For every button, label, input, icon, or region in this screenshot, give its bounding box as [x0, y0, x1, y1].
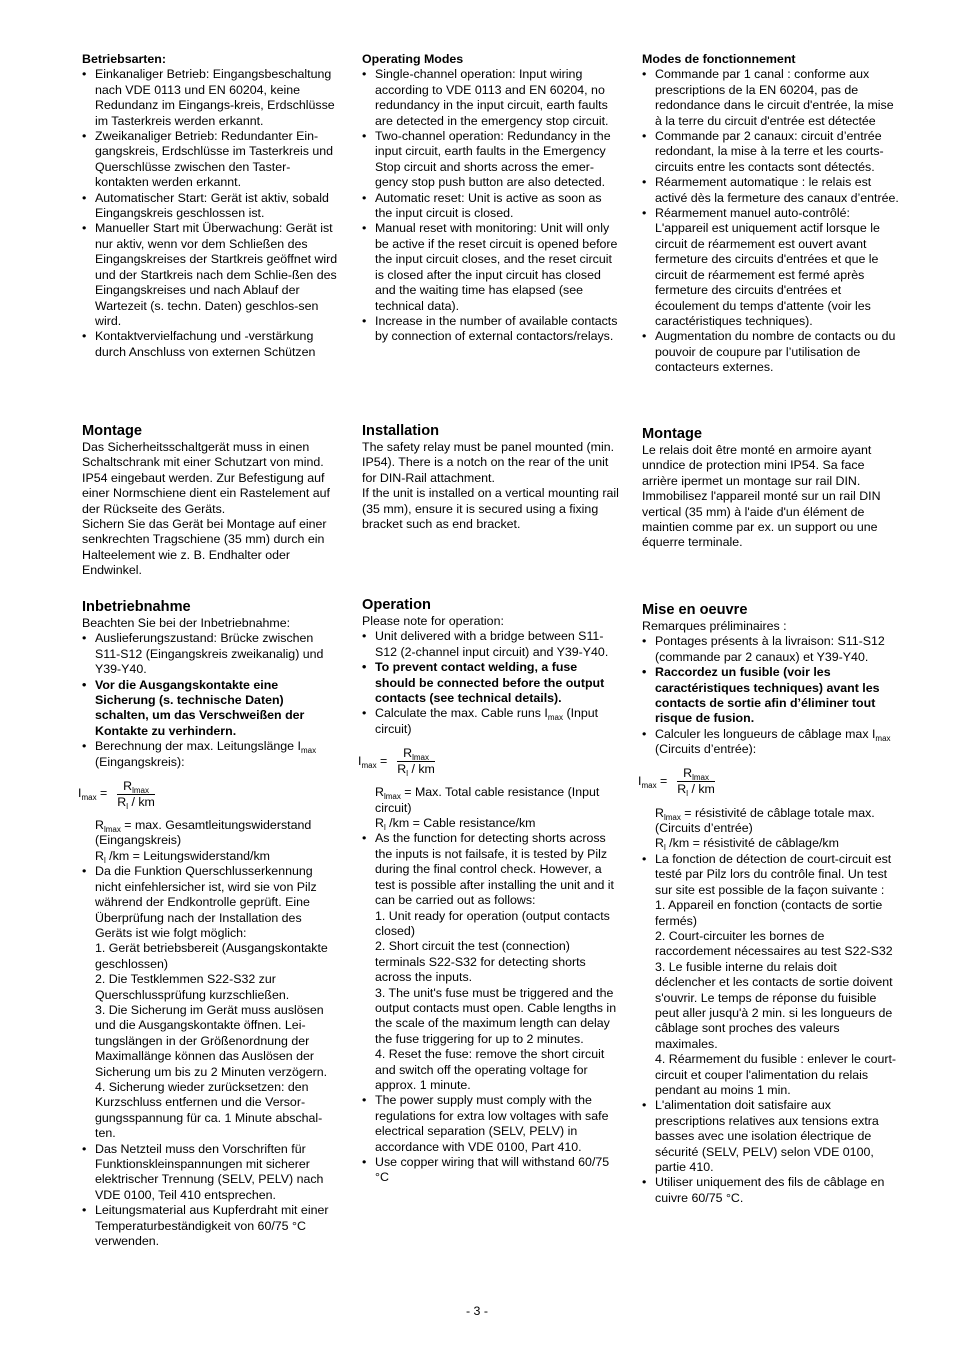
list-item: • Vor die Ausgangskontakte eine Sicherung (s. technische Daten) schalten, um das Verschweißen der Kontakte zu verhindern. [82, 678, 340, 740]
list-item: • Kontaktvervielfachung und -verstärkung durch Anschluss von externen Schützen [82, 329, 340, 360]
list-item: • Réarmement manuel auto-contrôlé: L'appareil est uniquement actif lorsque le circuit de réarmement est ouvert avant fermeture des circuits d'entrées et que le circuit de réarmement est fermé après fermeture des circuits d'entrées et écoulement du temps d'attente (voir les caractéristiques techniques). [642, 206, 900, 329]
operation-list-2 [362, 831, 620, 1185]
formula-lhs: $I_{max}$ = [78, 786, 108, 803]
section-heading: Montage [82, 423, 142, 439]
step: 2. Die Testklemmen S22-S32 zur Querschlussprüfung kurzschließen. [95, 972, 290, 1002]
operation-section [638, 601, 900, 1206]
subscript: max [300, 746, 317, 756]
formula-fraction [111, 779, 161, 810]
definition: $R_l$ /km = résistivité de câblage/km [655, 836, 839, 853]
text: Calculer les longueurs de câblage max I [655, 726, 876, 741]
formula-denominator: $R_l$ / km [117, 794, 155, 811]
paragraph: Remarques préliminaires : [642, 619, 787, 633]
paragraph: The safety relay must be panel mounted (min. IP54). There is a notch on the rear of the unit for DIN-Rail attachment. [362, 440, 615, 485]
operation-section [358, 596, 620, 1186]
definitions [82, 818, 340, 864]
step: 4. Sicherung wieder zurücksetzen: den Kurzschluss entfernen und die Versor-gungsspannung für ca. 1 Minute abschal-ten. [95, 1079, 323, 1141]
definition: $R_{lmax}$ = résistivité de câblage totale max. (Circuits d’entrée) [655, 805, 875, 836]
list-item: • Automatic reset: Unit is active as soon as the input circuit is closed. [362, 191, 620, 222]
text: La fonction de détection de court-circuit est testé par Pilz lors du contrôle final. Un test sur site est possible de la façon suivante : [655, 851, 892, 897]
formula [78, 776, 340, 812]
list-item: • Manual reset with monitoring: Unit will only be active if the reset circuit is opened before the input circuit closes, and the reset circuit is closed after the input circuit has closed and the waiting time has elapsed (see technical data). [362, 221, 620, 313]
formula-numerator: $R_{lmax}$ [117, 779, 155, 795]
formula [638, 764, 900, 800]
list-item: • Increase in the number of available contacts by connection of external contactors/relays. [362, 314, 620, 345]
list-item: • Commande par 1 canal : conforme aux prescriptions de la EN 60204, pas de redondance dans le circuit d'entrée, la mise à la terre du circuit d'entrée est détectée [642, 67, 900, 129]
operation-list [362, 629, 620, 737]
list-item: • Use copper wiring that will withstand 60/75 °C [362, 1155, 620, 1186]
step: 1. Gerät betriebsbereit (Ausgangskontakte geschlossen) [95, 941, 328, 971]
text: As the function for detecting shorts across the inputs is not failsafe, it is tested by Pilz during the final control check. However, a test is possible after installing the unit and it can be carried out as follows: [375, 831, 614, 908]
modes-heading: Modes de fonctionnement [642, 52, 796, 66]
paragraph: Beachten Sie bei der Inbetriebnahme: [82, 616, 291, 630]
list-item: • Manueller Start mit Überwachung: Gerät ist nur aktiv, wenn vor dem Schließen des Eingangskreises der Startkreis geöffnet wird und der Startkreis nach dem Schlie-ßen des Eingangskreises und nach Ablauf der Wartezeit (s. techn. Daten) geschlos-sen wird. [82, 221, 340, 329]
list-item: • Automatischer Start: Gerät ist aktiv, sobald Eingangskreis geschlossen ist. [82, 191, 340, 222]
list-item: • L'alimentation doit satisfaire aux prescriptions relatives aux tensions extra basses avec une isolation électrique de sécurité (SELV, PELV) selon VDE 0100, partie 410. [642, 1098, 900, 1175]
operation-section [78, 598, 340, 1249]
text: Calculate the max. Cable runs I [375, 706, 548, 721]
modes-section [362, 52, 620, 345]
modes-section [642, 52, 900, 376]
modes-list [642, 67, 900, 375]
list-item [362, 706, 620, 737]
list-item [82, 864, 340, 1141]
montage-section [642, 425, 900, 551]
list-item: • To prevent contact welding, a fuse should be connected before the output contacts (see technical details). [362, 660, 620, 706]
step: 2. Short circuit the test (connection) terminals S22-S32 for detecting shorts across the inputs. [375, 939, 586, 985]
list-item: • Réarmement automatique : le relais est activé dès la fermeture des canaux d’entrée. [642, 175, 900, 206]
step: 1. Unit ready for operation (output contacts closed) [375, 908, 610, 938]
list-item: • Auslieferungszustand: Brücke zwischen S11-S12 (Eingangskreis zweikanalig) und Y39-Y40. [82, 631, 340, 677]
formula-fraction [671, 766, 721, 797]
paragraph: Sichern Sie das Gerät bei Montage auf einer senkrechten Tragschiene (35 mm) durch ein Halteelement wie z. B. Endhalter oder Endwinkel. [82, 517, 327, 578]
subscript: max [547, 713, 563, 723]
operation-list-2 [82, 864, 340, 1249]
list-item: • Pontages présents à la livraison: S11-S12 (commande par 2 canaux) et Y39-Y40. [642, 634, 900, 665]
operation-list [642, 634, 900, 757]
section-heading: Montage [642, 426, 702, 442]
formula-denominator: $R_l$ / km [677, 782, 715, 799]
definition: $R_{lmax}$ = Max. Total cable resistance (Input circuit) [375, 785, 600, 815]
step: 3. Die Sicherung im Gerät muss auslösen und die Ausgangskontakte öffnen. Lei-tungslängen in der Größenordnung der Maximallänge können das Auslösen der Sicherung um bis zu 2 Minuten verzögern. [95, 1002, 328, 1079]
list-item: • Augmentation du nombre de contacts ou du pouvoir de coupure par l’utilisation de contacteurs externes. [642, 329, 900, 375]
modes-heading: Betriebsarten: [82, 52, 167, 66]
step: 4. Réarmement du fusible : enlever le court-circuit et couper l'alimentation du relais pendant au moins 1 min. [655, 1052, 897, 1097]
step: 3. Le fusible interne du relais doit déclencher et les contacts de sortie doivent s'ouvrir. Le temps de réponse du fuisible peut aller jusqu'à 2 min. si les longueurs de câblage sont proches des valeurs maximales. [655, 959, 893, 1051]
formula-fraction [391, 746, 441, 777]
list-item: • Single-channel operation: Input wiring according to VDE 0113 and EN 60204, no redundancy in the input circuit, earth faults are detected in the emergency stop circuit. [362, 67, 620, 129]
modes-list [362, 67, 620, 344]
paragraph: Das Sicherheitsschaltgerät muss in einen Schaltschrank mit einer Schutzart von mind. IP54 eingebaut werden. Zur Befestigung auf einer Normschiene dient ein Rastelement auf der Rückseite des Geräts. [82, 440, 330, 516]
list-item [642, 852, 900, 1099]
list-item [362, 831, 620, 1093]
section-heading: Operation [362, 597, 431, 613]
formula-lhs: $I_{max}$ = [358, 753, 388, 770]
subscript: max [875, 733, 891, 743]
modes-section [82, 52, 340, 360]
definitions [362, 785, 620, 831]
montage-section [362, 422, 620, 532]
step: 1. Appareil en fonction (contacts de sortie fermés) [655, 898, 883, 928]
list-item [82, 739, 340, 770]
list-item [642, 727, 900, 758]
definition: $R_l$ /km = Cable resistance/km [375, 816, 536, 833]
list-item: • Leitungsmaterial aus Kupferdraht mit einer Temperaturbeständigkeit von 60/75 °C verwenden. [82, 1203, 340, 1249]
list-item: • The power supply must comply with the regulations for extra low voltages with safe electrical separation (SELV, PELV) in accordance with VDE 0100, Part 410. [362, 1093, 620, 1155]
list-item: • Das Netzteil muss den Vorschriften für Funktionskleinspannungen mit sicherer elektrischer Trennung (SELV, PELV) nach VDE 0100, Teil 410 entsprechen. [82, 1142, 340, 1204]
section-heading: Installation [362, 423, 440, 439]
step: 2. Court-circuiter les bornes de raccordement nécessaires au test S22-S32 [655, 928, 893, 959]
montage-section [82, 422, 340, 579]
text: (Circuits d’entrée): [655, 742, 757, 757]
section-heading: Inbetriebnahme [82, 599, 191, 615]
paragraph: Le relais doit être monté en armoire ayant unndice de protection mini IP54. Sa face arrière ipermet un montage sur rail DIN. Immobilisez l'appareil monté sur un rail DIN vertical (35 mm) à l'aide d'un élément de maintien comme par ex. un support ou une équerre terminale. [642, 443, 881, 550]
formula-denominator: $R_l$ / km [397, 761, 435, 778]
list-item: • Utiliser uniquement des fils de câblage en cuivre 60/75 °C. [642, 1175, 900, 1206]
list-item: • Two-channel operation: Redundancy in the input circuit, earth faults in the Emergency Stop circuit and shorts across the emer-gency stop push button are also detected. [362, 129, 620, 191]
page-number: - 3 - [465, 1304, 489, 1318]
text: (Eingangskreis): [95, 754, 185, 769]
formula [358, 743, 620, 779]
formula-numerator: $R_{lmax}$ [397, 746, 435, 762]
formula-lhs: $I_{max}$ = [638, 773, 668, 790]
modes-list [82, 67, 340, 360]
text: Da die Funktion Querschlusserkennung nicht einfehlersicher ist, wird sie von Pilz während der Endkontrolle geprüft. Eine Überprüfung nach der Installation des Geräts ist wie folgt möglich: [95, 864, 317, 940]
section-heading: Mise en oeuvre [642, 602, 748, 618]
operation-list [82, 631, 340, 770]
list-item: • Unit delivered with a bridge between S11-S12 (2-channel input circuit) and Y39-Y40. [362, 629, 620, 660]
text: (Input circuit) [375, 706, 599, 736]
list-item: • Einkanaliger Betrieb: Eingangsbeschaltung nach VDE 0113 und EN 60204, keine Redundanz im Eingangs-kreis, Erdschlüsse im Tasterkreis werden erkannt. [82, 67, 340, 129]
text: Berechnung der max. Leitungslänge I [95, 739, 301, 754]
list-item: • Raccordez un fusible (voir les caractéristiques techniques) avant les contacts de sortie afin d’éliminer tout risque de fusion. [642, 665, 900, 727]
definitions [642, 806, 900, 852]
step: 3. The unit's fuse must be triggered and the output contacts must open. Cable lengths in the scale of the maximum length can delay the fuse triggering for up to 2 minutes. [375, 985, 617, 1046]
paragraph: If the unit is installed on a vertical mounting rail (35 mm), ensure it is secured using a fixing bracket such as end bracket. [362, 486, 619, 532]
list-item: • Zweikanaliger Betrieb: Redundanter Ein-gangskreis, Erdschlüsse im Tasterkreis und Querschlüsse zwischen den Taster-kontakten werden erkannt. [82, 129, 340, 191]
step: 4. Reset the fuse: remove the short circuit and switch off the operating voltage for approx. 1 minute. [375, 1047, 605, 1092]
operation-list-2 [642, 852, 900, 1206]
definition: $R_l$ /km = Leitungswiderstand/km [95, 848, 270, 865]
list-item: • Commande par 2 canaux: circuit d’entrée redondant, la mise à la terre et les courts-circuits entre les contacts sont détectés. [642, 129, 900, 175]
definition: $R_{lmax} = \max$. Gesamtleitungswiderstand (Eingangskreis) [95, 818, 312, 848]
paragraph: Please note for operation: [362, 614, 504, 628]
formula-numerator: $R_{lmax}$ [677, 766, 715, 782]
modes-heading: Operating Modes [362, 52, 464, 66]
